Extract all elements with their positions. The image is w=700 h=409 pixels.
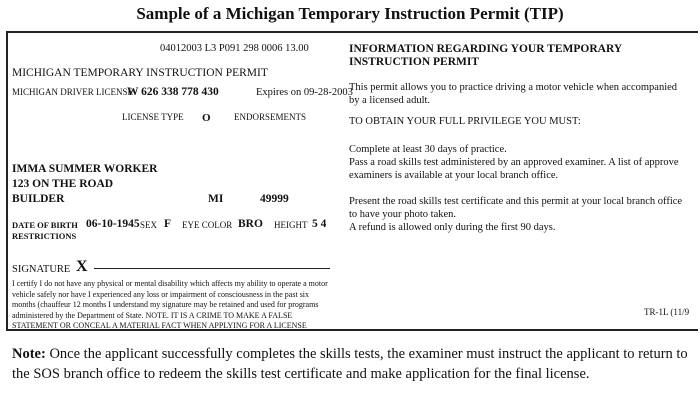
holder-city: BUILDER	[12, 193, 65, 205]
holder-street: 123 ON THE ROAD	[12, 178, 114, 190]
page-title: Sample of a Michigan Temporary Instruction Permit (TIP)	[136, 4, 564, 23]
info-heading-line2: INSTRUCTION PERMIT	[349, 56, 480, 68]
expires-date: Expires on 09-28-2003	[256, 87, 353, 98]
form-id: TR-1L (11/9	[644, 307, 690, 317]
note-text: Once the applicant successfully completes the skills tests, the examiner must instruct the applicant to return to the SOS branch office to redeem the skills test certificate and make application for the final license.	[12, 346, 688, 382]
signature-label: SIGNATURE	[12, 264, 71, 275]
height-value: 5 4	[312, 218, 327, 230]
requirement-present-line1: Present the road skills test certificate and this permit at your local branch office	[349, 196, 683, 207]
sex-label: SEX	[140, 220, 158, 230]
holder-zip: 49999	[260, 193, 289, 205]
note-paragraph	[12, 344, 692, 384]
restrictions-label: RESTRICTIONS	[12, 231, 77, 241]
license-number: W 626 338 778 430	[127, 86, 219, 98]
requirement-skills-test-line1: Pass a road skills test administered by an approved examiner. A list of approve	[349, 157, 679, 168]
height-label: HEIGHT	[274, 220, 308, 230]
endorsements-label: ENDORSEMENTS	[234, 112, 307, 122]
license-type-label: LICENSE TYPE	[122, 112, 184, 122]
signature-x-mark: X	[76, 258, 88, 275]
info-heading-line1: INFORMATION REGARDING YOUR TEMPORARY	[349, 43, 623, 55]
signature-line	[94, 268, 330, 269]
dob-label: DATE OF BIRTH	[12, 220, 78, 230]
info-paragraph-line2: by a licensed adult.	[349, 95, 431, 106]
holder-state: MI	[208, 193, 224, 205]
license-label: MICHIGAN DRIVER LICENSE	[12, 87, 133, 97]
certification-text: I certify I do not have any physical or mental disability which affects my ability to operate a motor vehicle safely nor have I experienced any loss or impairment of consciousness in the past six months (chauffeur 12 months I understand my signature may be retained and used for programs administered by the Department of State. NOTE. IT IS A CRIME TO MAKE A FALSE STATEMENT OR CONCEAL A MATERIAL FACT WHEN APPLYING FOR A LICENSE	[12, 279, 328, 330]
refund-note: A refund is allowed only during the first 90 days.	[349, 222, 556, 233]
permit-code-line: 04012003 L3 P091 298 0006 13.00	[160, 43, 309, 54]
eye-color-value: BRO	[238, 218, 263, 230]
obtain-heading: TO OBTAIN YOUR FULL PRIVILEGE YOU MUST:	[349, 116, 581, 127]
requirement-practice: Complete at least 30 days of practice.	[349, 144, 507, 155]
requirement-skills-test-line2: examiners is available at your local branch office.	[349, 170, 559, 181]
dob-value: 06-10-1945	[86, 218, 140, 230]
info-paragraph-line1: This permit allows you to practice driving a motor vehicle when accompanied	[349, 82, 678, 93]
requirement-present-line2: to have your photo taken.	[349, 209, 457, 220]
sex-value: F	[164, 218, 172, 230]
note-label: Note:	[12, 346, 46, 362]
permit-heading: MICHIGAN TEMPORARY INSTRUCTION PERMIT	[12, 67, 268, 79]
holder-name: IMMA SUMMER WORKER	[12, 163, 158, 175]
license-type-value: O	[202, 112, 211, 124]
eye-color-label: EYE COLOR	[182, 220, 233, 230]
